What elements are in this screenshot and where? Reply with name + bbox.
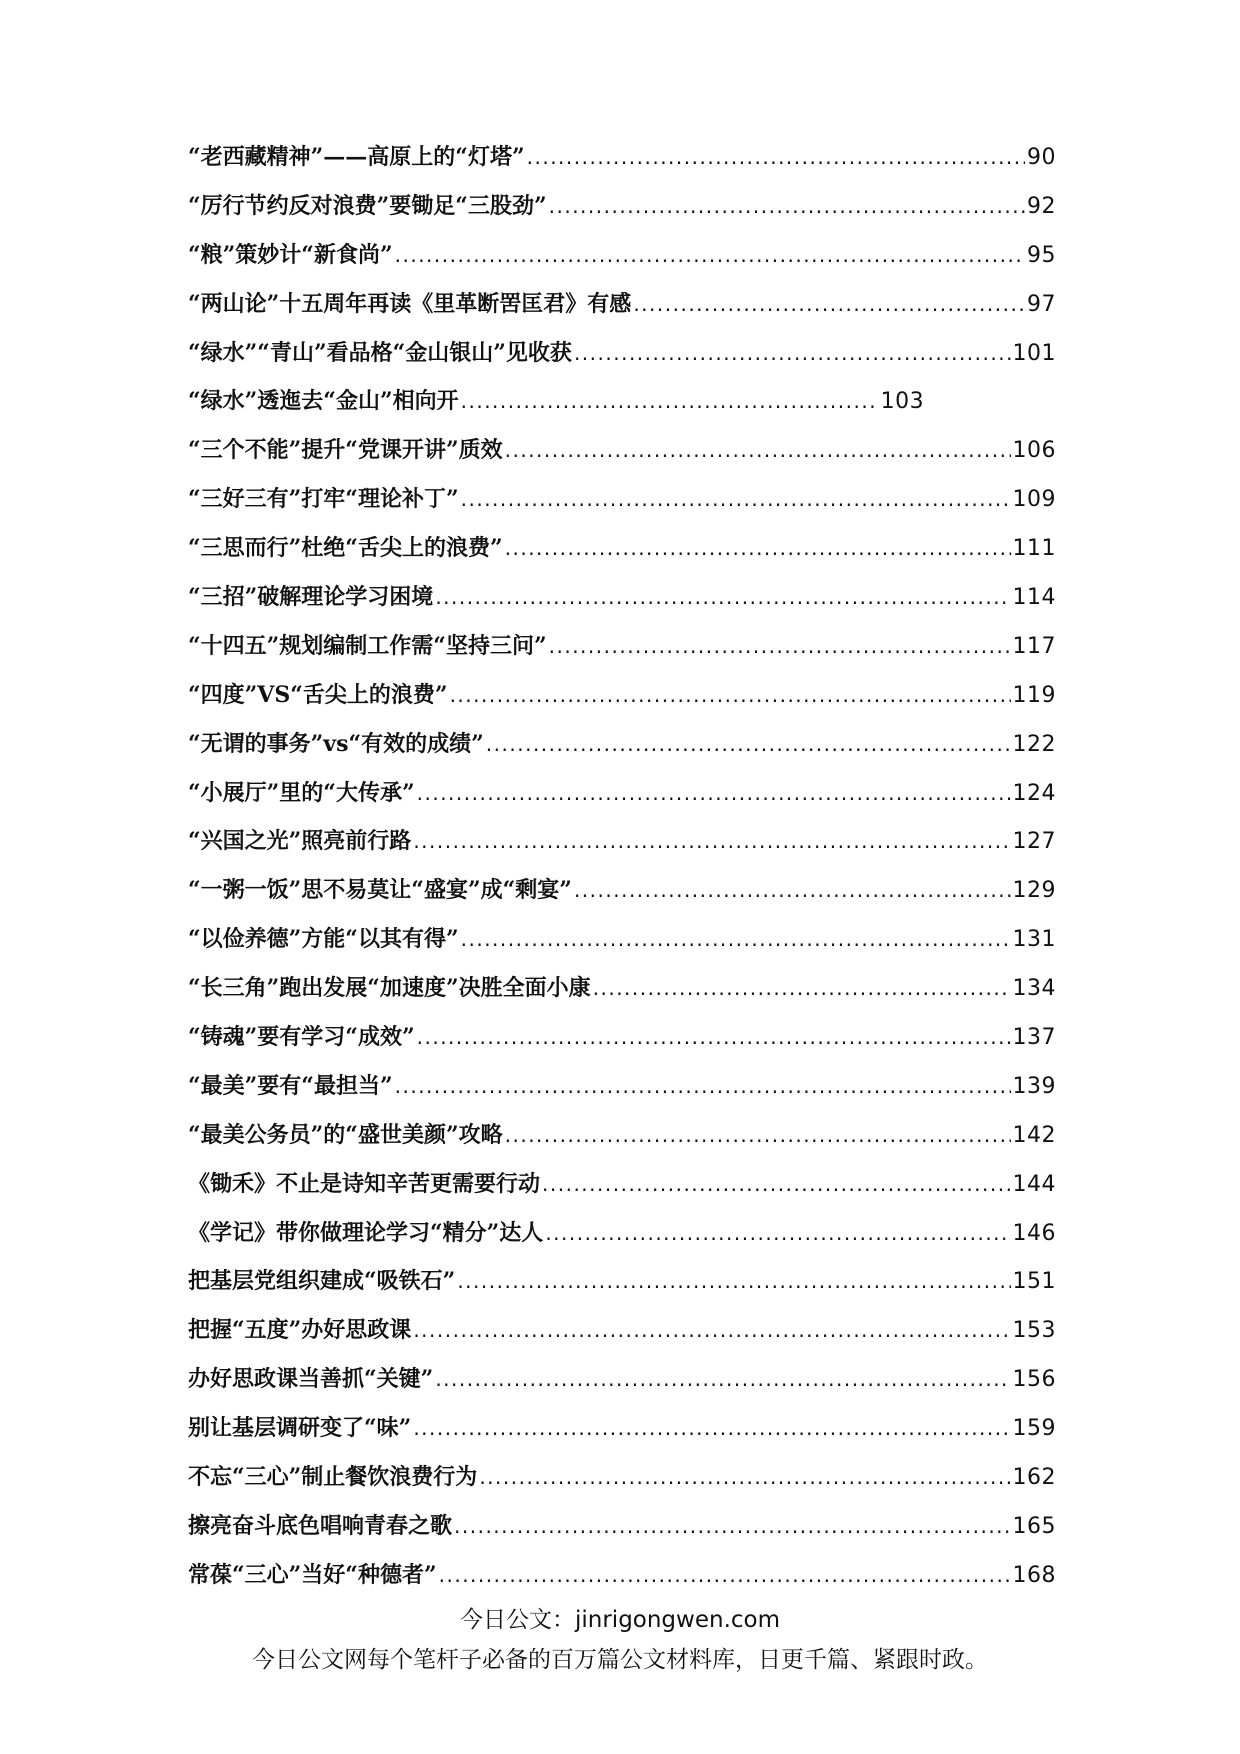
toc-entry[interactable]: [188, 678, 1056, 727]
footer-slogan: 今日公文网每个笔杆子必备的百万篇公文材料库，日更千篇、紧跟时政。: [252, 1647, 988, 1673]
toc-entry[interactable]: [188, 140, 1056, 189]
toc-page-number: 139: [1012, 1073, 1056, 1099]
toc-entry-title: “小展厅”里的“大传承”: [188, 779, 415, 806]
toc-entry[interactable]: [188, 873, 1056, 922]
toc-page-number: 122: [1012, 731, 1056, 757]
toc-dot-leader: [413, 1318, 1010, 1342]
toc-dot-leader: [395, 1074, 1011, 1098]
toc-page-number: 159: [1012, 1416, 1056, 1442]
toc-entry[interactable]: [188, 629, 1056, 678]
toc-dot-leader: [545, 1221, 1010, 1245]
toc-entry[interactable]: [188, 1460, 1056, 1509]
toc-entry-title: “三好三有”打牢“理论补丁”: [188, 486, 459, 513]
toc-entry[interactable]: [188, 1362, 1056, 1411]
toc-page-number: 131: [1012, 927, 1056, 953]
toc-entry-title: “铸魂”要有学习“成效”: [188, 1024, 415, 1051]
toc-dot-leader: [486, 732, 1011, 756]
toc-dot-leader: [505, 438, 1011, 462]
toc-entry-title: “老西藏精神”——高原上的“灯塔”: [188, 144, 525, 170]
toc-dot-leader: [574, 878, 1011, 902]
toc-entry-title: “兴国之光”照亮前行路: [188, 828, 412, 855]
toc-entry-title: “长三角”跑出发展“加速度”决胜全面小康: [188, 975, 591, 1002]
toc-page-number: 111: [1012, 536, 1056, 562]
toc-page-number: 129: [1012, 878, 1056, 904]
toc-dot-leader: [417, 1025, 1011, 1049]
toc-entry[interactable]: [188, 1069, 1056, 1118]
toc-entry[interactable]: [188, 922, 1056, 971]
toc-dot-leader: [542, 1172, 1010, 1196]
toc-entry[interactable]: [188, 1118, 1056, 1167]
toc-dot-leader: [417, 781, 1011, 805]
footer-site-line[interactable]: 今日公文：jinrigongwen.com: [459, 1607, 781, 1633]
toc-dot-leader: [574, 341, 1011, 365]
toc-entry[interactable]: [188, 1509, 1056, 1558]
toc-entry[interactable]: [188, 287, 1056, 336]
toc-page-number: 106: [1012, 438, 1056, 464]
toc-dot-leader: [593, 976, 1011, 1000]
toc-entry-title: 办好思政课当善抓“关键”: [188, 1366, 434, 1393]
toc-page-number: 117: [1012, 633, 1056, 659]
toc-entry-title: “最美”要有“最担当”: [188, 1072, 393, 1099]
toc-entry-title: “一粥一饭”思不易莫让“盛宴”成“剩宴”: [188, 877, 572, 904]
toc-dot-leader: [461, 927, 1011, 951]
toc-page-number: 97: [1027, 291, 1056, 317]
toc-page-number: 90: [1027, 145, 1056, 170]
toc-dot-leader: [479, 1465, 1010, 1489]
toc-entry-title: 把基层党组织建成“吸铁石”: [188, 1268, 456, 1295]
toc-entry[interactable]: [188, 776, 1056, 825]
toc-entry[interactable]: [188, 824, 1056, 873]
toc-entry[interactable]: [188, 238, 1056, 287]
toc-entry-title: 不忘“三心”制止餐饮浪费行为: [188, 1464, 478, 1491]
toc-entry-title: “四度”VS“舌尖上的浪费”: [188, 681, 448, 708]
toc-entry-title: “三思而行”杜绝“舌尖上的浪费”: [188, 535, 503, 562]
toc-entry[interactable]: [188, 482, 1056, 531]
toc-page-number: 153: [1012, 1318, 1056, 1344]
toc-entry-title: “三个不能”提升“党课开讲”质效: [188, 437, 503, 464]
toc-dot-leader: [505, 536, 1011, 560]
toc-page-number: 162: [1012, 1465, 1056, 1491]
toc-entry-title: 把握“五度”办好思政课: [188, 1317, 412, 1344]
toc-page-number: 146: [1012, 1220, 1056, 1246]
toc-entry-title: “绿水”“青山”看品格“金山银山”见收获: [188, 339, 572, 366]
toc-entry[interactable]: [188, 1264, 1056, 1313]
toc-entry-title: “最美公务员”的“盛世美颜”攻略: [188, 1121, 503, 1148]
toc-entry[interactable]: [188, 1167, 1056, 1216]
toc-entry[interactable]: [188, 1020, 1056, 1069]
toc-page-number: 119: [1012, 682, 1056, 708]
toc-dot-leader: [457, 1269, 1010, 1293]
toc-dot-leader: [549, 194, 1025, 218]
toc-page-number: 103: [880, 389, 925, 415]
toc-entry[interactable]: [188, 1216, 1056, 1265]
toc-dot-leader: [549, 634, 1011, 658]
toc-entry-title: “厉行节约反对浪费”要锄足“三股劲”: [188, 192, 547, 219]
toc-page-number: 168: [1012, 1562, 1056, 1588]
toc-page-number: 165: [1012, 1513, 1056, 1539]
toc-entry-title: “绿水”透迤去“金山”相向开: [188, 388, 459, 415]
toc-entry-title: “粮”策妙计“新食尚”: [188, 241, 393, 268]
toc-dot-leader: [413, 829, 1010, 853]
toc-dot-leader: [527, 145, 1025, 169]
toc-entry[interactable]: [188, 1313, 1056, 1362]
toc-page-number: 92: [1027, 193, 1056, 219]
toc-page-number: 151: [1012, 1269, 1056, 1295]
toc-entry[interactable]: [188, 971, 1056, 1020]
toc-entry-title: 《学记》带你做理论学习“精分”达人: [188, 1219, 544, 1246]
toc-dot-leader: [454, 1514, 1010, 1538]
toc-entry-title: “无谓的事务”vs“有效的成绩”: [188, 730, 484, 757]
toc-entry[interactable]: [188, 189, 1056, 238]
toc-entry-title: “三招”破解理论学习困境: [188, 584, 434, 611]
toc-dot-leader: [435, 585, 1010, 609]
toc-dot-leader: [505, 1123, 1011, 1147]
toc-entry[interactable]: [188, 336, 1056, 385]
toc-page-number: 109: [1012, 487, 1056, 513]
toc-page-number: 95: [1027, 242, 1056, 268]
table-of-contents: [188, 140, 1056, 1607]
toc-page-number: 156: [1012, 1367, 1056, 1393]
toc-page-number: 144: [1012, 1171, 1056, 1197]
toc-dot-leader: [395, 243, 1025, 267]
toc-dot-leader: [450, 683, 1011, 707]
toc-entry-title: 常葆“三心”当好“种德者”: [188, 1561, 437, 1588]
toc-entry[interactable]: [188, 433, 1056, 482]
toc-page-number: 137: [1012, 1025, 1056, 1051]
toc-entry-title: “十四五”规划编制工作需“坚持三问”: [188, 632, 547, 659]
toc-dot-leader: [461, 487, 1011, 511]
toc-entry-title: 别让基层调研变了“味”: [188, 1415, 412, 1442]
toc-entry[interactable]: [188, 1558, 1056, 1607]
toc-page-number: 101: [1012, 340, 1056, 366]
toc-page-number: 134: [1012, 976, 1056, 1002]
toc-entry-title: 《锄禾》不止是诗知辛苦更需要行动: [188, 1170, 541, 1197]
toc-page-number: 124: [1012, 780, 1056, 806]
toc-dot-leader: [439, 1563, 1011, 1587]
toc-dot-leader: [435, 1367, 1010, 1391]
toc-entry[interactable]: [188, 384, 1056, 433]
toc-entry[interactable]: [188, 580, 1056, 629]
toc-dot-leader: [633, 292, 1025, 316]
toc-entry[interactable]: [188, 531, 1056, 580]
toc-entry[interactable]: [188, 1411, 1056, 1460]
toc-entry-title: 擦亮奋斗底色唱响青春之歌: [188, 1512, 453, 1539]
toc-page-number: 127: [1012, 829, 1056, 855]
toc-entry-title: “两山论”十五周年再读《里革断罟匡君》有感: [188, 290, 632, 317]
toc-dot-leader: [461, 389, 879, 413]
toc-page-number: 142: [1012, 1122, 1056, 1148]
toc-entry[interactable]: [188, 727, 1056, 776]
toc-entry-title: “以俭养德”方能“以其有得”: [188, 926, 459, 953]
toc-dot-leader: [413, 1416, 1010, 1440]
toc-page-number: 114: [1012, 585, 1056, 611]
